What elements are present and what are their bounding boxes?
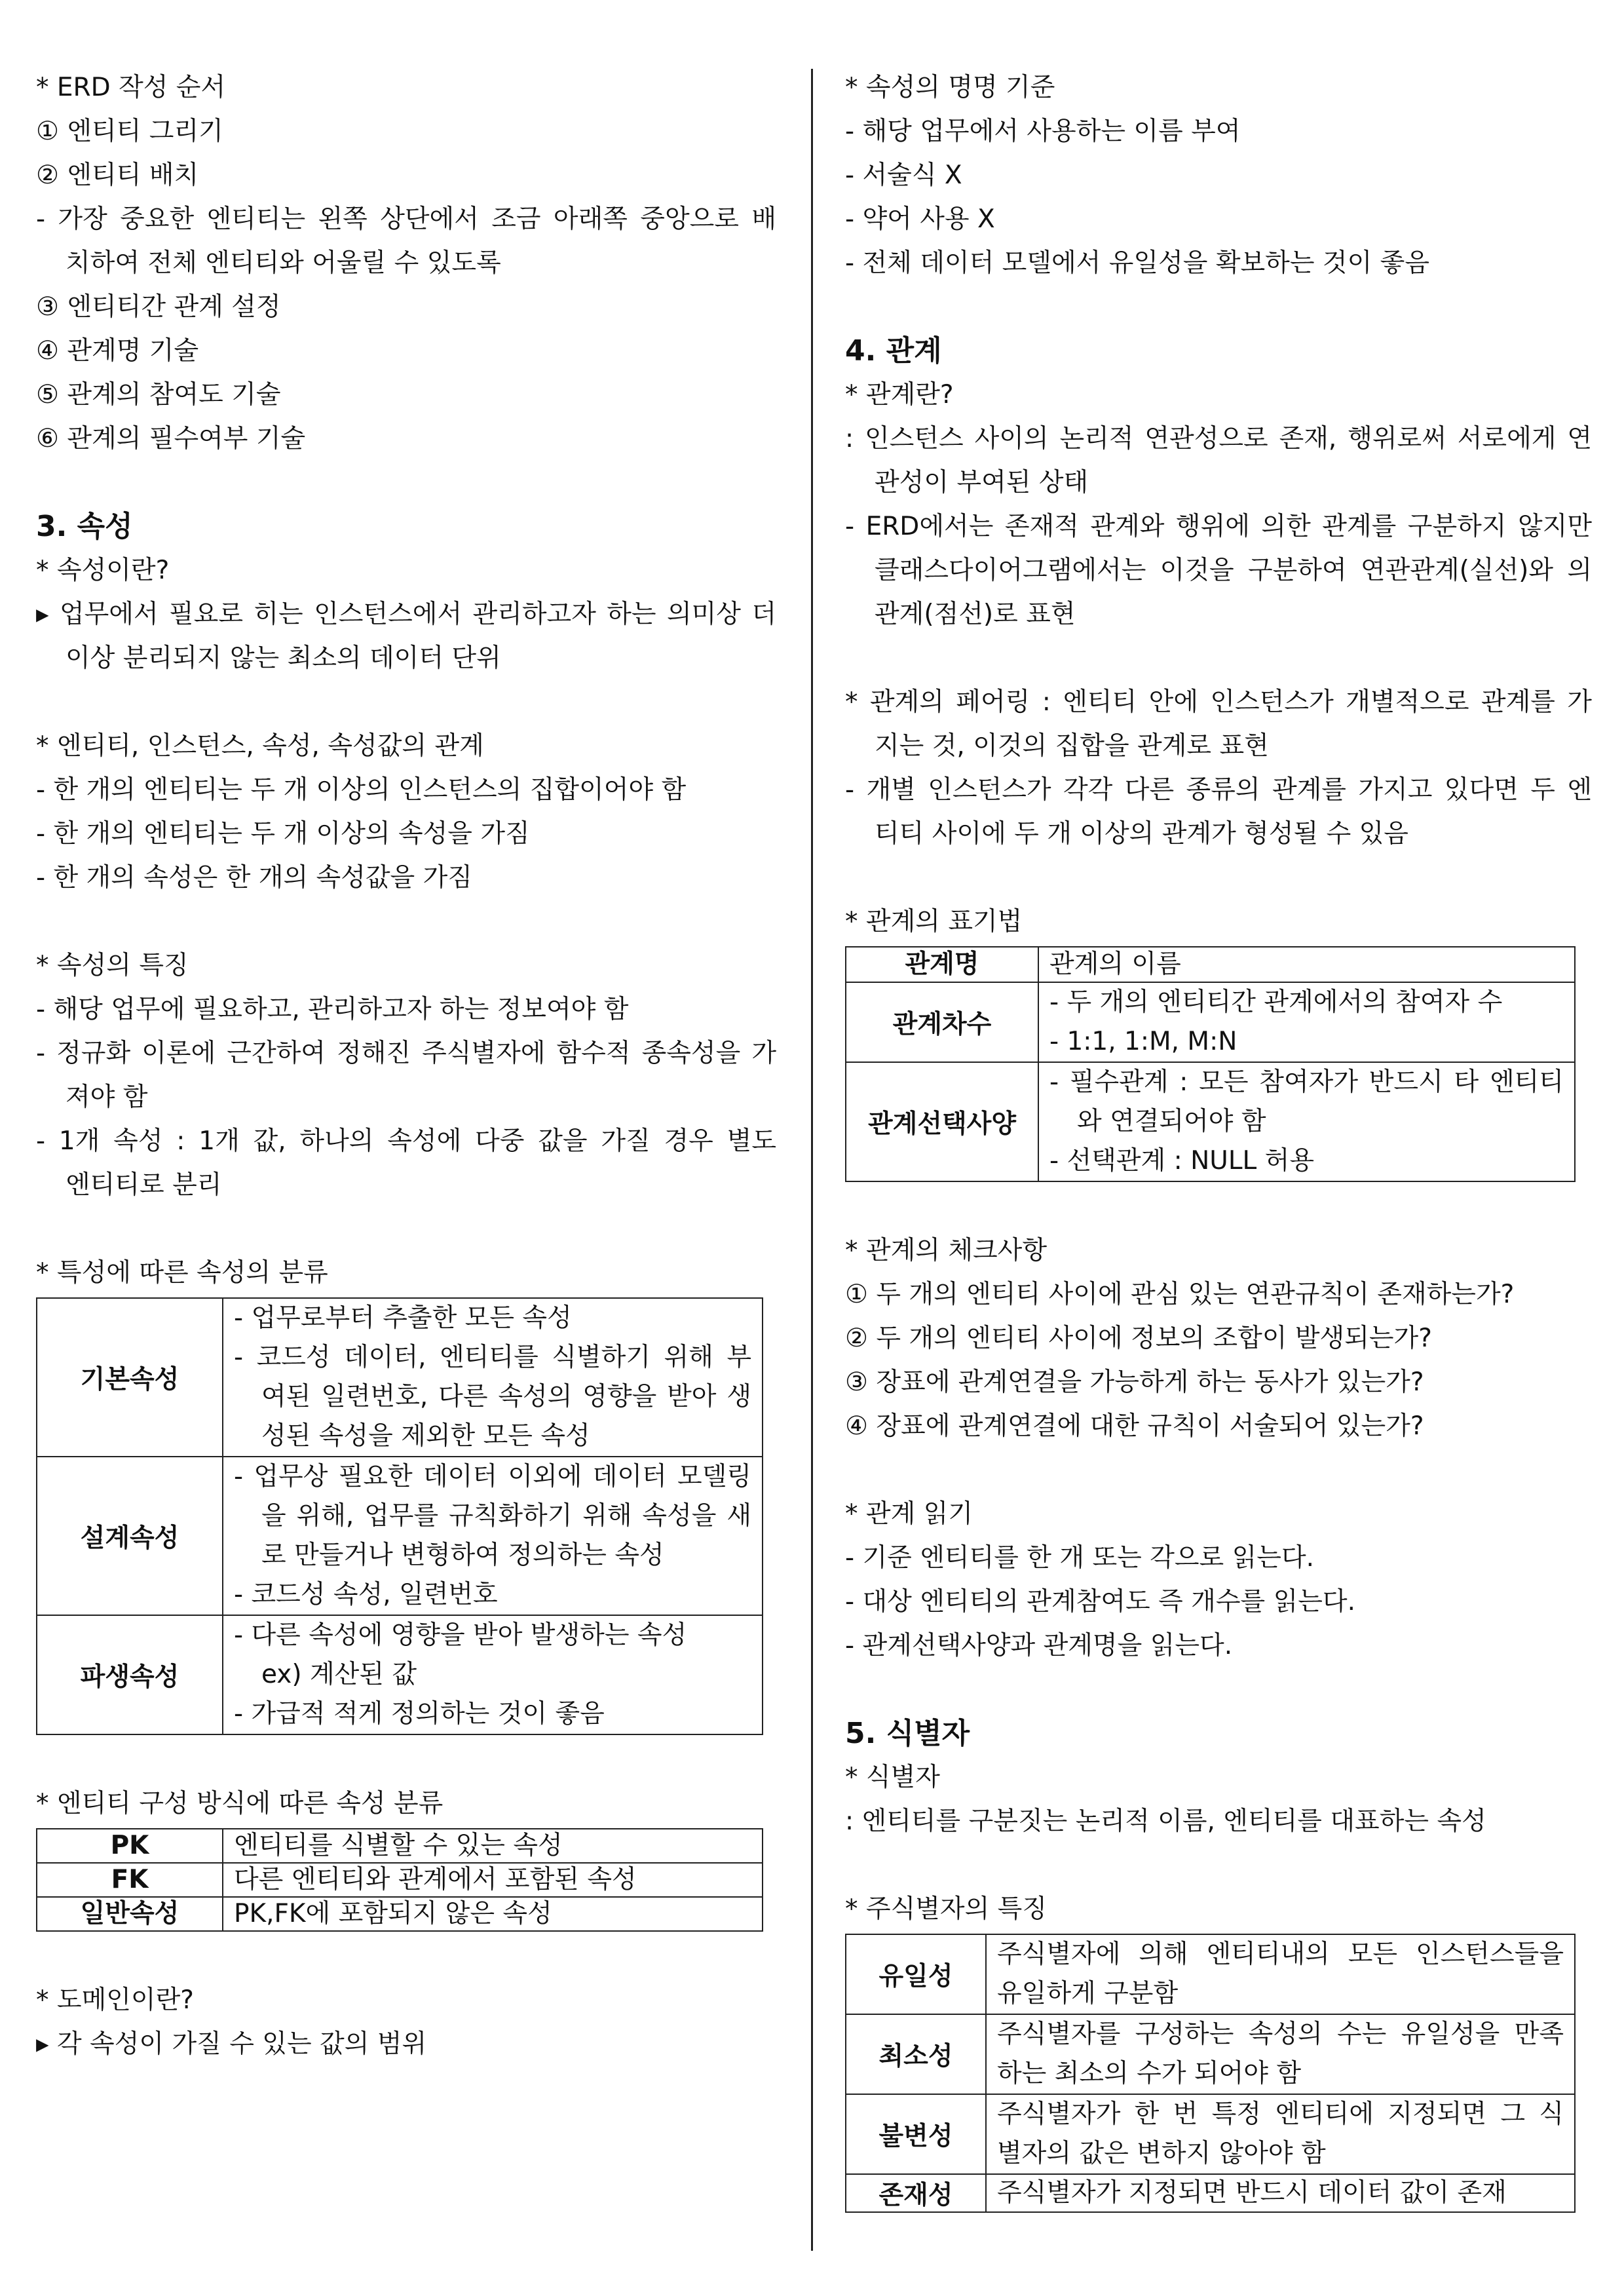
table-row xyxy=(846,1934,1575,2014)
table-body-cell xyxy=(223,1298,763,1457)
table-row xyxy=(846,2174,1575,2212)
cell-line: 와 연결되어야 함 xyxy=(1077,1107,1266,1136)
cell-line: - 업무상 필요한 데이터 이외에 데이터 모델링 xyxy=(234,1462,751,1491)
attr-feature-line: 엔티티로 분리 xyxy=(66,1170,222,1200)
column-divider xyxy=(811,69,813,2251)
relationship-definition-line: 관성이 부여된 상태 xyxy=(875,468,1089,497)
attr-definition-text: ▸ 업무에서 필요로 히는 인스턴스에서 관리하고자 하는 의미상 더 xyxy=(36,600,776,629)
pairing-line: 지는 것, 이것의 집합을 관계로 표현 xyxy=(875,731,1269,761)
table-head-cell: 관계선택사양 xyxy=(846,1062,1038,1181)
table-body-cell xyxy=(1038,982,1575,1062)
table-head-cell: 기본속성 xyxy=(37,1298,223,1457)
attr-feature-line: - 1개 속성 : 1개 값, 하나의 속성에 다중 값을 가질 경우 별도 xyxy=(36,1126,776,1156)
table-head-cell: 설계속성 xyxy=(37,1457,223,1615)
erd-step: ③ 엔티티간 관계 설정 xyxy=(36,292,281,322)
table-body-cell: 관계의 이름 xyxy=(1038,947,1575,982)
checklist-line: ② 두 개의 엔티티 사이에 정보의 조합이 발생되는가? xyxy=(845,1324,1432,1353)
cell-line: 여된 일련번호, 다른 속성의 영향을 받아 생 xyxy=(261,1382,751,1411)
table-head-cell: 일반속성 xyxy=(37,1897,223,1931)
cell-line: 성된 속성을 제외한 모든 속성 xyxy=(261,1421,590,1451)
pairing-line: 티티 사이에 두 개 이상의 관계가 형성될 수 있음 xyxy=(875,819,1408,849)
table-row xyxy=(846,2014,1575,2094)
primary-identifier-table xyxy=(845,1934,1576,2213)
left-column xyxy=(36,66,776,2066)
cell-line: - 코드성 데이터, 엔티티를 식별하기 위해 부 xyxy=(234,1343,751,1372)
relationship-definition-line: 관계(점선)로 표현 xyxy=(875,600,1076,629)
entity-composition-heading: * 엔티티 구성 방식에 따른 속성 분류 xyxy=(36,1789,444,1818)
table-row xyxy=(37,1863,763,1897)
erd-order-heading: * ERD 작성 순서 xyxy=(36,73,226,102)
cell-line: 유일하게 구분함 xyxy=(997,1979,1179,2008)
erd-step: ④ 관계명 기술 xyxy=(36,336,199,366)
cell-line: - 코드성 속성, 일련번호 xyxy=(234,1580,498,1609)
table-body-cell xyxy=(986,2174,1575,2212)
table-body-cell xyxy=(223,1457,763,1615)
pairing-line: * 관계의 페어링 : 엔티티 안에 인스턴스가 개별적으로 관계를 가 xyxy=(845,687,1592,717)
table-head-cell: 관계차수 xyxy=(846,982,1038,1062)
relation-heading: * 엔티티, 인스턴스, 속성, 속성값의 관계 xyxy=(36,731,484,761)
table-head-cell: 관계명 xyxy=(846,947,1038,982)
section-heading-identifier: 5. 식별자 xyxy=(845,1717,970,1750)
section-heading-relationship: 4. 관계 xyxy=(845,334,942,368)
primary-identifier-heading: * 주식별자의 특징 xyxy=(845,1894,1048,1924)
notation-heading: * 관계의 표기법 xyxy=(845,907,1023,936)
relationship-definition-heading: * 관계란? xyxy=(845,380,954,410)
relationship-definition-line: - ERD에서는 존재적 관계와 행위에 의한 관계를 구분하지 않지만 xyxy=(845,512,1592,541)
entity-composition-table xyxy=(36,1828,763,1932)
table-row xyxy=(37,1897,763,1931)
reading-heading: * 관계 읽기 xyxy=(845,1499,973,1529)
reading-line: - 관계선택사양과 관계명을 읽는다. xyxy=(845,1631,1233,1660)
naming-line: - 전체 데이터 모델에서 유일성을 확보하는 것이 좋음 xyxy=(845,248,1430,278)
right-column xyxy=(845,66,1592,2215)
cell-line: - 가급적 적게 정의하는 것이 좋음 xyxy=(234,1699,605,1729)
relation-line: - 한 개의 속성은 한 개의 속성값을 가짐 xyxy=(36,863,472,892)
table-row xyxy=(846,1062,1575,1181)
attr-feature-line: - 해당 업무에 필요하고, 관리하고자 하는 정보여야 함 xyxy=(36,995,629,1024)
table-row xyxy=(846,982,1575,1062)
cell-line: - 선택관계 : NULL 허용 xyxy=(1049,1146,1315,1176)
domain-heading: * 도메인이란? xyxy=(36,1985,194,2015)
relationship-notation-table xyxy=(845,946,1576,1182)
attr-classification-table xyxy=(36,1297,763,1735)
table-head-cell: FK xyxy=(37,1863,223,1897)
reading-line: - 대상 엔티티의 관계참여도 즉 개수를 읽는다. xyxy=(845,1587,1355,1617)
table-head-cell: 존재성 xyxy=(846,2174,986,2212)
table-body-cell xyxy=(986,1934,1575,2014)
erd-step: ⑥ 관계의 필수여부 기술 xyxy=(36,424,306,453)
table-row xyxy=(846,947,1575,982)
domain-text: ▸ 각 속성이 가질 수 있는 값의 범위 xyxy=(36,2029,427,2059)
pairing-line: - 개별 인스턴스가 각각 다른 종류의 관계를 가지고 있다면 두 엔 xyxy=(845,775,1592,805)
cell-line: ex) 계산된 값 xyxy=(261,1660,417,1689)
table-head-cell: 파생속성 xyxy=(37,1615,223,1734)
cell-line: 로 만들거나 변형하여 정의하는 속성 xyxy=(261,1540,664,1570)
table-row xyxy=(37,1298,763,1457)
relationship-definition-line: : 인스턴스 사이의 논리적 연관성으로 존재, 행위로써 서로에게 연 xyxy=(845,424,1592,453)
naming-line: - 약어 사용 X xyxy=(845,204,995,234)
cell-line: - 1:1, 1:M, M:N xyxy=(1049,1027,1237,1056)
relationship-definition-line: 클래스다이어그램에서는 이것을 구분하여 연관관계(실선)와 의 xyxy=(875,556,1592,585)
cell-line: - 업무로부터 추출한 모든 속성 xyxy=(234,1303,572,1333)
table-body-cell xyxy=(986,2014,1575,2094)
table-body-cell: 다른 엔티티와 관계에서 포함된 속성 xyxy=(223,1863,763,1897)
table-head-cell: 최소성 xyxy=(846,2014,986,2094)
cell-line: 주식별자가 지정되면 반드시 데이터 값이 존재 xyxy=(997,2178,1507,2208)
table-head-cell: 불변성 xyxy=(846,2094,986,2174)
table-row xyxy=(37,1615,763,1734)
reading-line: - 기준 엔티티를 한 개 또는 각으로 읽는다. xyxy=(845,1543,1315,1573)
table-head-cell: 유일성 xyxy=(846,1934,986,2014)
identifier-heading: * 식별자 xyxy=(845,1763,940,1792)
cell-line: 별자의 값은 변하지 않아야 함 xyxy=(997,2139,1326,2168)
erd-step-detail: 치하여 전체 엔티티와 어울릴 수 있도록 xyxy=(66,248,501,278)
section-heading-attributes: 3. 속성 xyxy=(36,510,133,543)
checklist-line: ① 두 개의 엔티티 사이에 관심 있는 연관규칙이 존재하는가? xyxy=(845,1280,1515,1309)
identifier-definition: : 엔티티를 구분짓는 논리적 이름, 엔티티를 대표하는 속성 xyxy=(845,1807,1486,1836)
table-body-cell: PK,FK에 포함되지 않은 속성 xyxy=(223,1897,763,1931)
cell-line: 주식별자가 한 번 특정 엔티티에 지정되면 그 식 xyxy=(997,2099,1564,2129)
table-body-cell xyxy=(1038,1062,1575,1181)
attr-classification-heading: * 특성에 따른 속성의 분류 xyxy=(36,1258,328,1288)
attr-definition-heading: * 속성이란? xyxy=(36,556,170,585)
cell-line: 주식별자를 구성하는 속성의 수는 유일성을 만족 xyxy=(997,2019,1564,2049)
relation-line: - 한 개의 엔티티는 두 개 이상의 인스턴스의 집합이어야 함 xyxy=(36,775,687,805)
cell-line: - 필수관계 : 모든 참여자가 반드시 타 엔티티 xyxy=(1049,1067,1564,1097)
erd-step: ① 엔티티 그리기 xyxy=(36,117,223,146)
attr-feature-line: 져야 함 xyxy=(66,1082,148,1112)
table-body-cell: 엔티티를 식별할 수 있는 속성 xyxy=(223,1829,763,1863)
erd-step: ⑤ 관계의 참여도 기술 xyxy=(36,380,281,410)
cell-line: 주식별자에 의해 엔티티내의 모든 인스턴스들을 xyxy=(997,1940,1564,1969)
table-body-cell xyxy=(986,2094,1575,2174)
checklist-heading: * 관계의 체크사항 xyxy=(845,1236,1048,1265)
table-head-cell: PK xyxy=(37,1829,223,1863)
cell-line: - 두 개의 엔티티간 관계에서의 참여자 수 xyxy=(1049,987,1503,1017)
naming-heading: * 속성의 명명 기준 xyxy=(845,73,1055,102)
table-body-cell xyxy=(223,1615,763,1734)
relation-line: - 한 개의 엔티티는 두 개 이상의 속성을 가짐 xyxy=(36,819,530,849)
naming-line: - 해당 업무에서 사용하는 이름 부여 xyxy=(845,117,1241,146)
attr-definition-text: 이상 분리되지 않는 최소의 데이터 단위 xyxy=(66,643,501,673)
cell-line: 을 위해, 업무를 규칙화하기 위해 속성을 새 xyxy=(261,1501,751,1531)
naming-line: - 서술식 X xyxy=(845,161,962,190)
cell-line: 하는 최소의 수가 되어야 함 xyxy=(997,2059,1302,2088)
checklist-line: ③ 장표에 관계연결을 가능하게 하는 동사가 있는가? xyxy=(845,1368,1424,1397)
erd-step: ② 엔티티 배치 xyxy=(36,161,199,190)
erd-step-detail: - 가장 중요한 엔티티는 왼쪽 상단에서 조금 아래쪽 중앙으로 배 xyxy=(36,204,776,234)
attr-features-heading: * 속성의 특징 xyxy=(36,951,189,980)
cell-line: - 다른 속성에 영향을 받아 발생하는 속성 xyxy=(234,1620,687,1650)
table-row xyxy=(37,1457,763,1615)
checklist-line: ④ 장표에 관계연결에 대한 규칙이 서술되어 있는가? xyxy=(845,1411,1424,1441)
attr-feature-line: - 정규화 이론에 근간하여 정해진 주식별자에 함수적 종속성을 가 xyxy=(36,1039,776,1068)
table-row xyxy=(37,1829,763,1863)
table-row xyxy=(846,2094,1575,2174)
